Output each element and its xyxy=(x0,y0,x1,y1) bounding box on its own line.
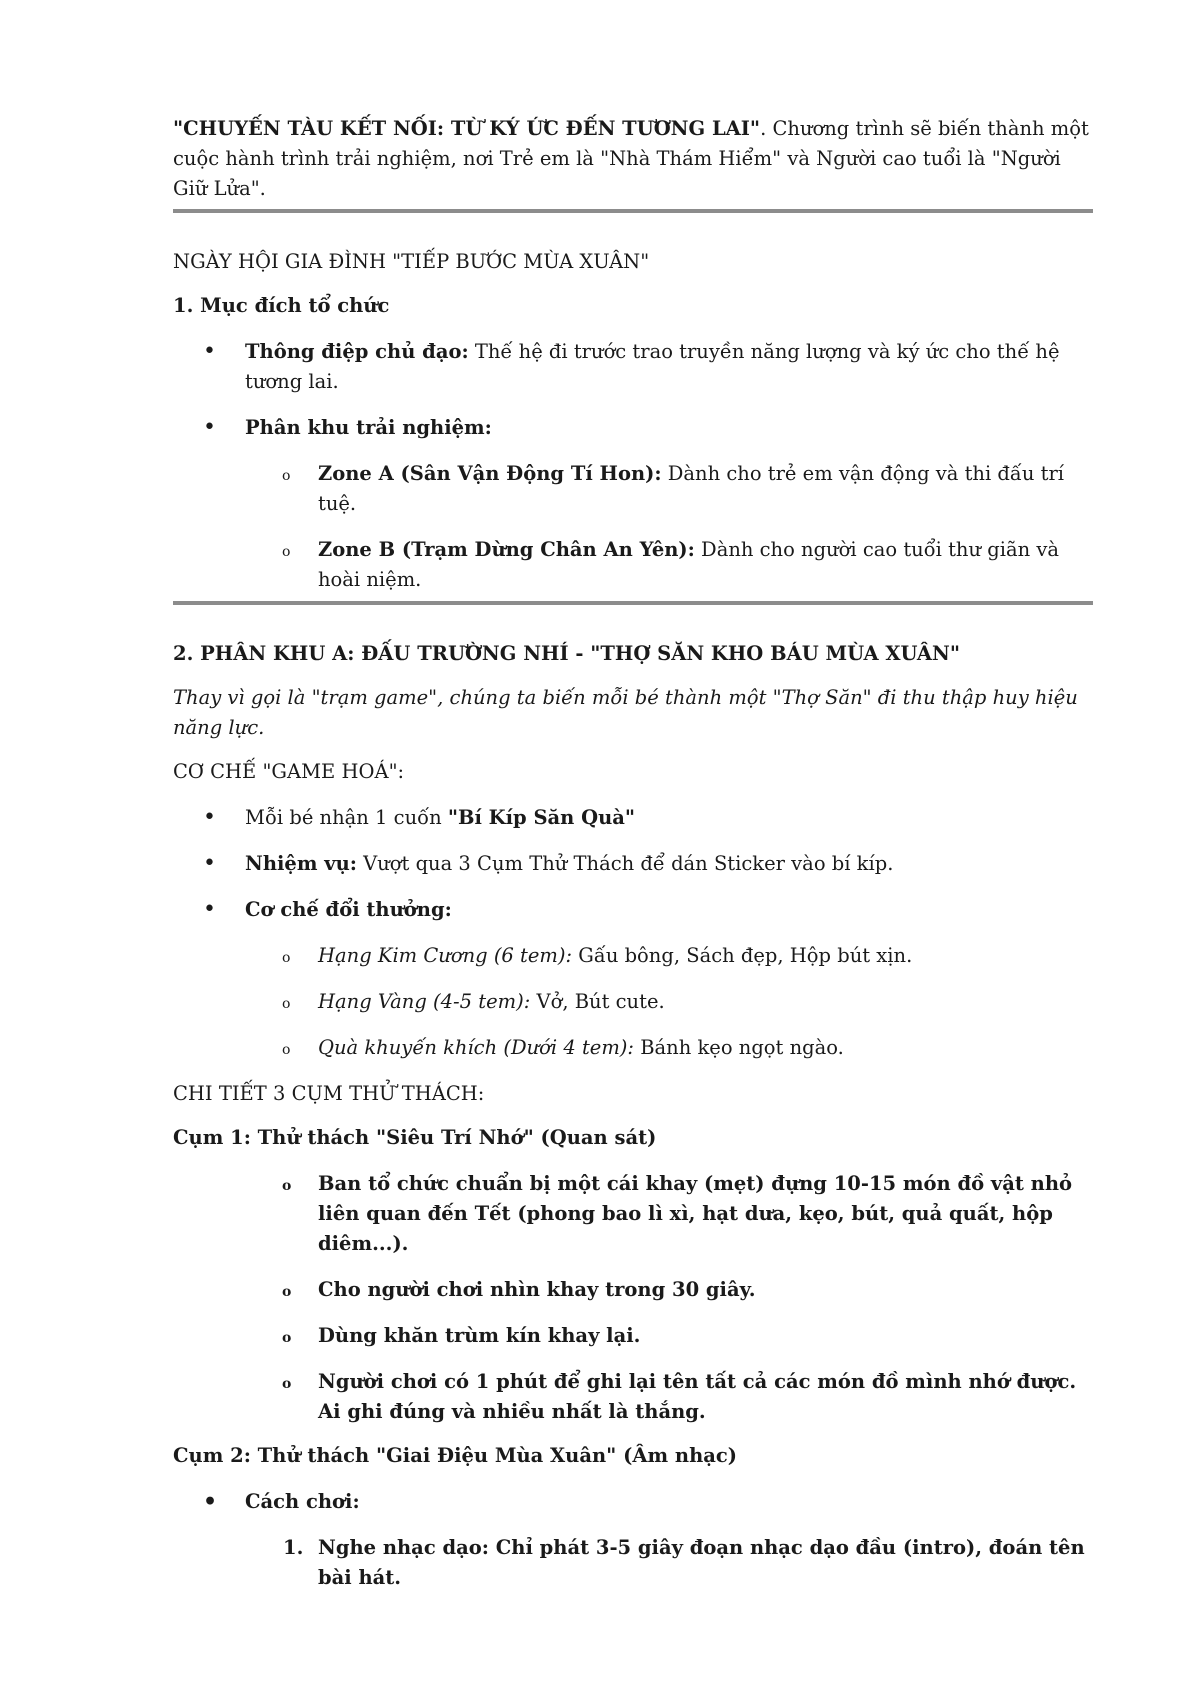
cluster1-heading xyxy=(173,1123,1093,1153)
list-item-tier xyxy=(173,1033,1093,1063)
list-item-mission xyxy=(173,849,1093,879)
zone-a-text: Dành cho trẻ em vận động và thi đấu trí tuệ. xyxy=(318,462,1065,515)
purpose-heading-text: 1. Mục đích tổ chức xyxy=(173,294,390,317)
list-item-reward xyxy=(173,895,1093,925)
book-text: Mỗi bé nhận 1 cuốn xyxy=(245,806,448,829)
list-item-step xyxy=(173,1533,1093,1593)
book-name: "Bí Kíp Săn Quà" xyxy=(447,806,636,829)
cluster1-heading-text: Cụm 1: Thử thách "Siêu Trí Nhớ" (Quan sát) xyxy=(173,1126,657,1149)
mechanic-list xyxy=(173,803,1093,925)
mechanic-heading: CƠ CHẾ "GAME HOÁ": xyxy=(173,760,405,783)
zones-label: Phân khu trải nghiệm: xyxy=(245,416,492,439)
list-item-book xyxy=(173,803,1093,833)
cluster1-list xyxy=(173,1169,1093,1427)
tiers-list xyxy=(173,941,1093,1063)
intro-text: . Chương trình sẽ biến thành một cuộc hành trình trải nghiệm, nơi Trẻ em là "Nhà Thám Hiểm" và Người cao tuổi là "Người Giữ Lửa". xyxy=(173,117,1089,200)
section1-heading: NGÀY HỘI GIA ĐÌNH "TIẾP BƯỚC MÙA XUÂN" xyxy=(173,250,650,273)
list-item-tier xyxy=(173,941,1093,971)
list-item-howto: • Cách chơi: xyxy=(173,1487,1093,1517)
divider-1 xyxy=(173,209,1093,213)
step-number: 1. xyxy=(283,1536,304,1559)
message-label: Thông điệp chủ đạo: xyxy=(245,340,469,363)
section2-intro-text: Thay vì gọi là "trạm game", chúng ta biến mỗi bé thành một "Thợ Săn" đi thu thập huy hiệu năng lực. xyxy=(173,686,1078,739)
intro-paragraph xyxy=(173,114,1093,204)
zone-b-label: Zone B (Trạm Dừng Chân An Yên): xyxy=(318,538,695,561)
divider-2 xyxy=(173,601,1093,605)
program-title: "CHUYẾN TÀU KẾT NỐI: TỪ KÝ ỨC ĐẾN TƯƠNG LAI" xyxy=(173,117,761,140)
zone-a-label: Zone A (Sân Vận Động Tí Hon): xyxy=(318,462,662,485)
mission-label: Nhiệm vụ: xyxy=(245,852,357,875)
section2-heading-text: 2. PHÂN KHU A: ĐẤU TRƯỜNG NHÍ - "THỢ SĂN KHO BÁU MÙA XUÂN" xyxy=(173,642,961,665)
cluster2-list xyxy=(173,1487,1093,1517)
section2-intro xyxy=(173,683,1093,743)
list-item-cluster1: o Cho người chơi nhìn khay trong 30 giây. xyxy=(173,1275,1093,1305)
zone-b-text: Dành cho người cao tuổi thư giãn và hoài niệm. xyxy=(318,538,1059,591)
list-item-message xyxy=(173,337,1093,397)
list-item-cluster1: o Ban tổ chức chuẩn bị một cái khay (mẹt) đựng 10-15 món đồ vật nhỏ liên quan đến Tết (phong bao lì xì, hạt dưa, kẹo, bút, quả quất, hộp diêm...). xyxy=(173,1169,1093,1259)
message-text: Thế hệ đi trước trao truyền năng lượng và ký ức cho thế hệ tương lai. xyxy=(245,340,1060,393)
details-heading: CHI TIẾT 3 CỤM THỬ THÁCH: xyxy=(173,1082,485,1105)
document-body xyxy=(173,114,1093,1593)
purpose-heading xyxy=(173,291,1093,321)
tier-label: Hạng Kim Cương (6 tem): xyxy=(318,944,573,967)
zones-list xyxy=(173,459,1093,595)
step-text: Nghe nhạc dạo: Chỉ phát 3-5 giây đoạn nhạc dạo đầu (intro), đoán tên bài hát. xyxy=(318,1536,1085,1589)
mission-text: Vượt qua 3 Cụm Thử Thách để dán Sticker vào bí kíp. xyxy=(356,852,894,875)
list-item-zone-b xyxy=(173,535,1093,595)
cluster2-heading xyxy=(173,1441,1093,1471)
list-item-cluster1: o Người chơi có 1 phút để ghi lại tên tất cả các món đồ mình nhớ được. Ai ghi đúng và nhiều nhất là thắng. xyxy=(173,1367,1093,1427)
purpose-list xyxy=(173,337,1093,443)
cluster2-heading-text: Cụm 2: Thử thách "Giai Điệu Mùa Xuân" (Âm nhạc) xyxy=(173,1444,737,1467)
list-item-zones xyxy=(173,413,1093,443)
list-item-tier xyxy=(173,987,1093,1017)
reward-label: Cơ chế đổi thưởng: xyxy=(245,898,452,921)
tier-label: Quà khuyến khích (Dưới 4 tem): xyxy=(318,1036,634,1059)
steps-list xyxy=(173,1533,1093,1593)
list-item-cluster1: o Dùng khăn trùm kín khay lại. xyxy=(173,1321,1093,1351)
list-item-zone-a xyxy=(173,459,1093,519)
tier-text: Vở, Bút cute. xyxy=(530,990,665,1013)
tier-text: Bánh kẹo ngọt ngào. xyxy=(634,1036,844,1059)
tier-text: Gấu bông, Sách đẹp, Hộp bút xịn. xyxy=(572,944,913,967)
section2-heading xyxy=(173,639,1093,669)
tier-label: Hạng Vàng (4-5 tem): xyxy=(318,990,531,1013)
